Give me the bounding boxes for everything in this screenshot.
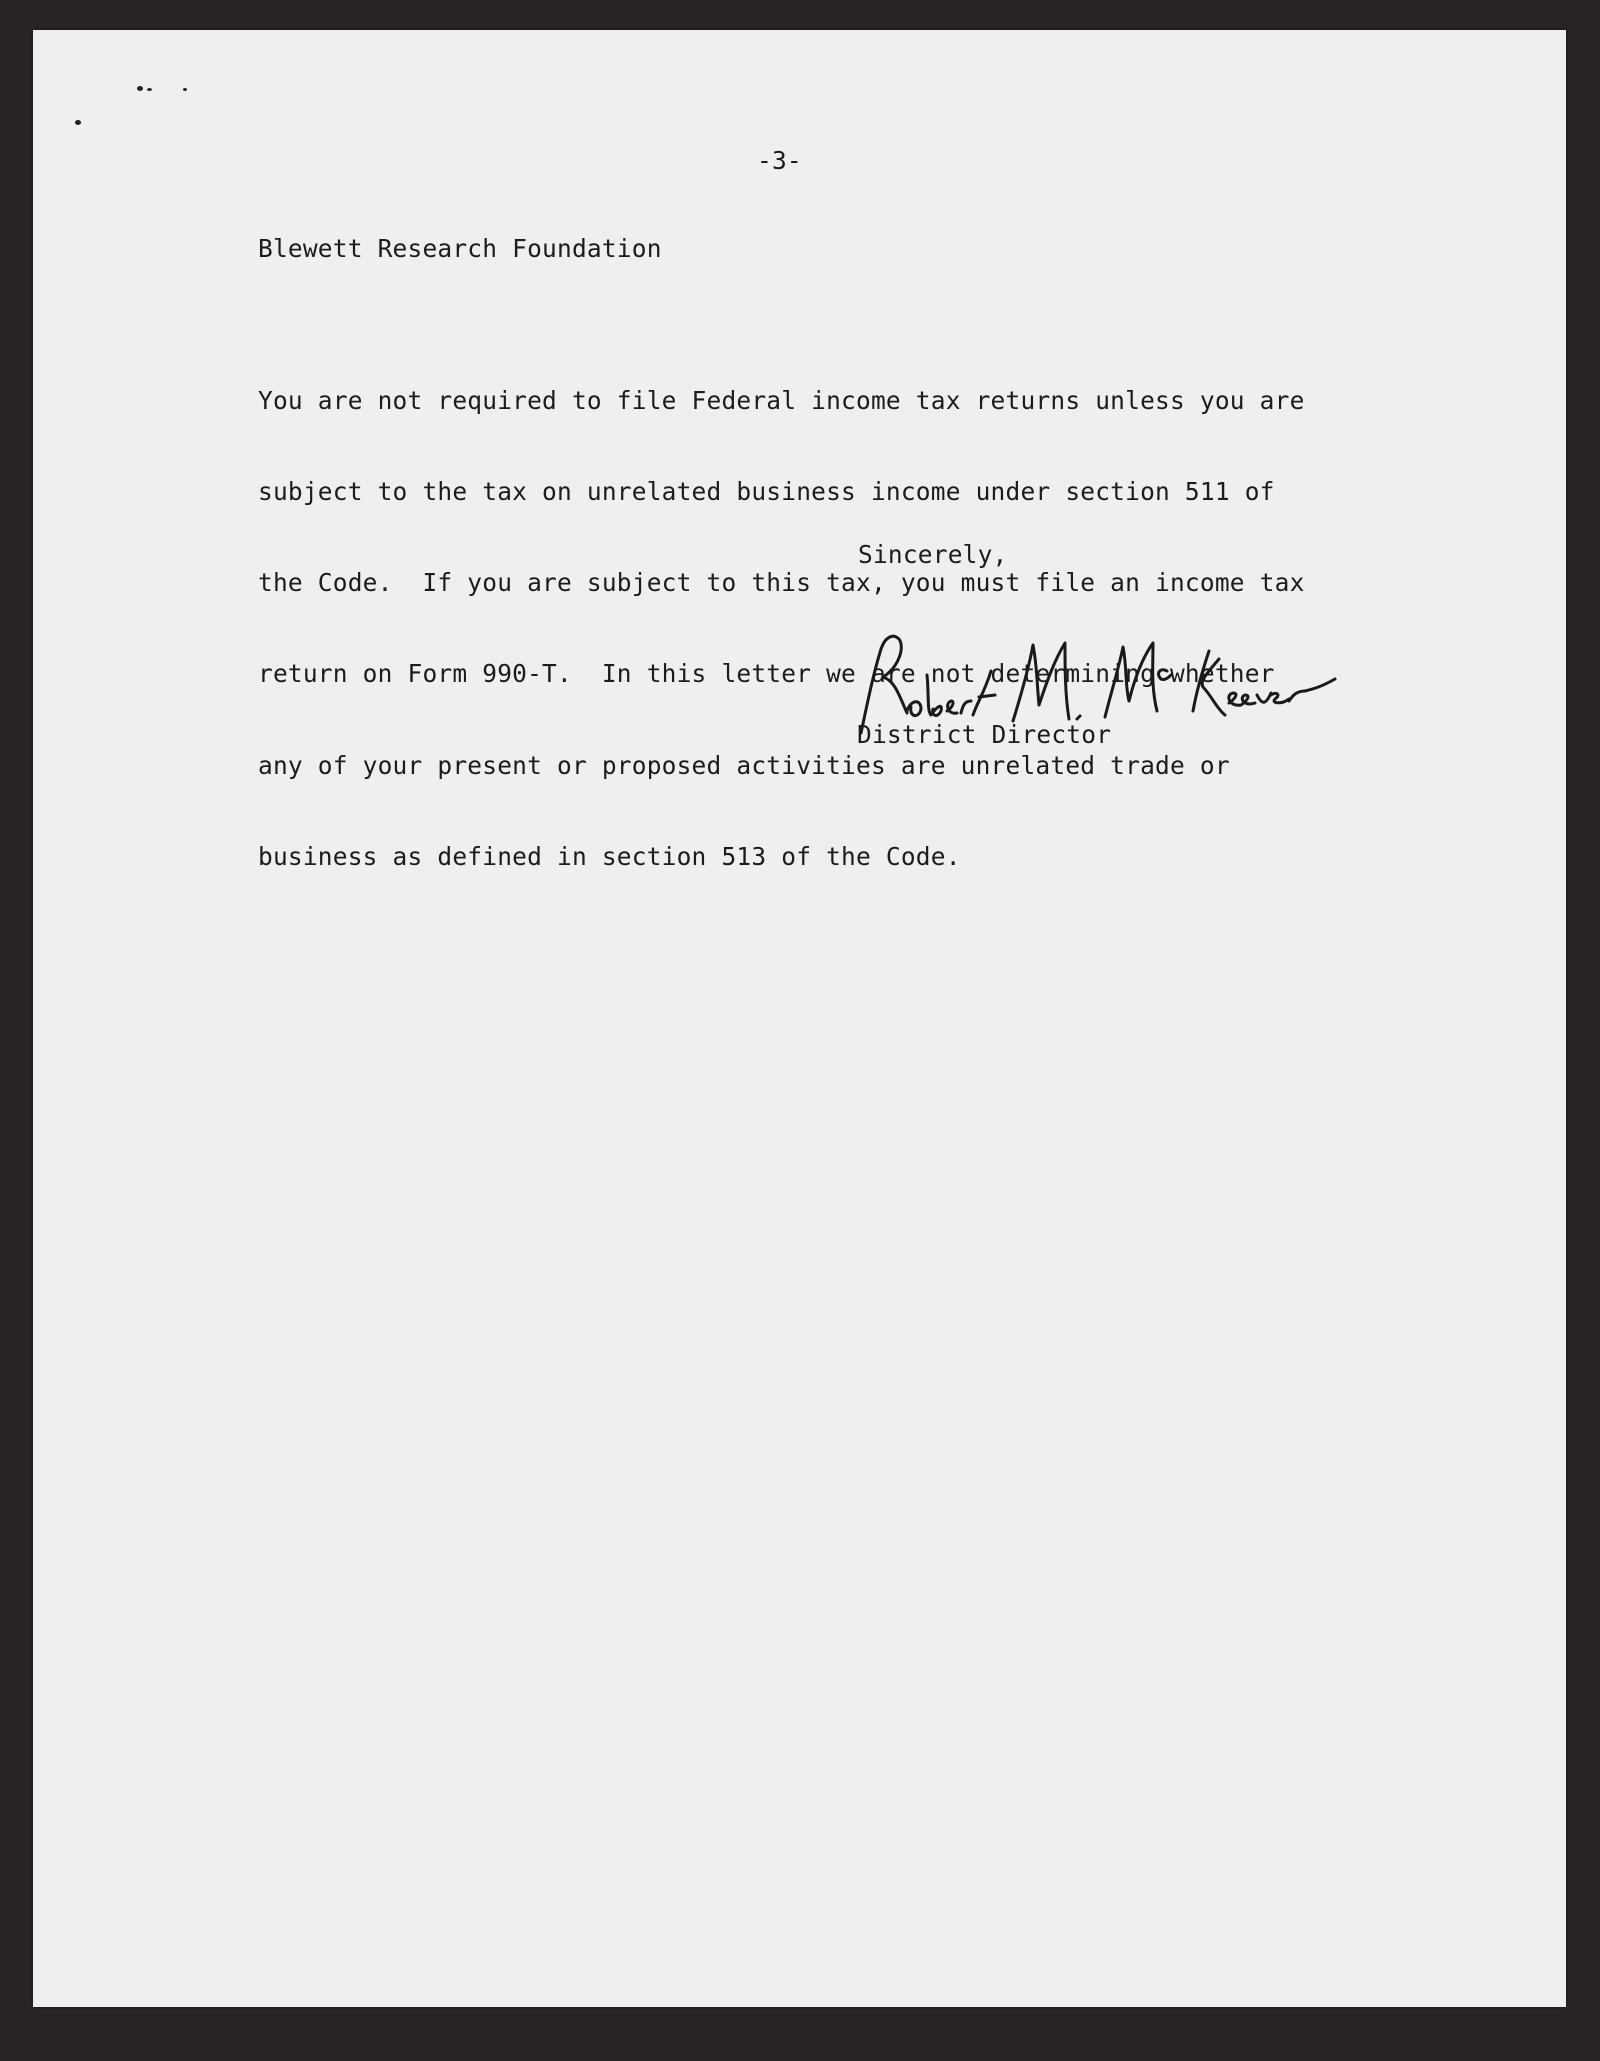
body-line: You are not required to file Federal income tax returns unless you are xyxy=(258,385,1305,415)
body-line: any of your present or proposed activities are unrelated trade or xyxy=(258,750,1230,780)
ink-speck xyxy=(183,88,187,91)
body-line: the Code. If you are subject to this tax, you must file an income tax xyxy=(258,568,1305,598)
ink-speck xyxy=(75,120,81,125)
closing-salutation: Sincerely, xyxy=(858,540,1008,569)
signer-title: District Director xyxy=(857,720,1112,749)
body-line: subject to the tax on unrelated business income under section 511 of xyxy=(258,477,1275,507)
letter-body xyxy=(258,325,1305,903)
ink-speck xyxy=(147,88,152,91)
body-line: return on Form 990-T. In this letter we are not determining whether xyxy=(258,659,1275,689)
page-number: -3- xyxy=(757,146,802,175)
ink-speck xyxy=(137,86,143,91)
addressee-name: Blewett Research Foundation xyxy=(258,234,662,263)
body-line: business as defined in section 513 of the Code. xyxy=(258,841,961,871)
